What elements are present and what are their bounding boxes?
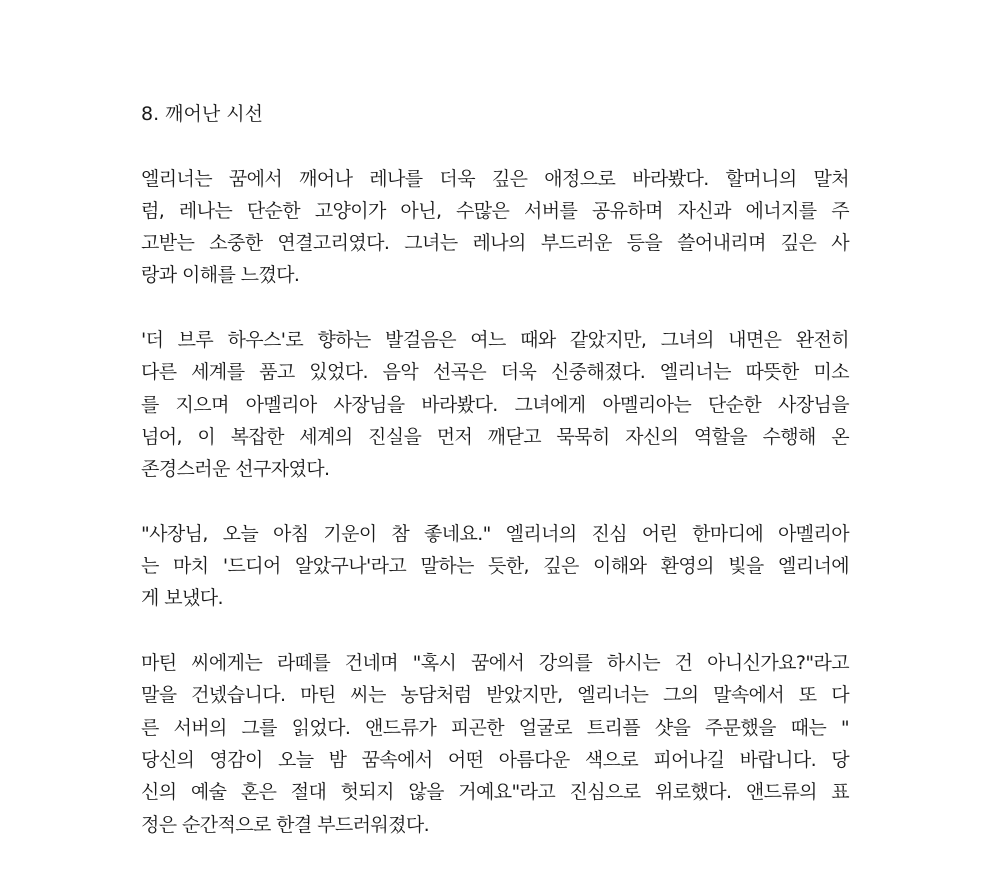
text-line: 게 보냈다.: [141, 587, 223, 610]
text-line: 정은 순간적으로 한결 부드러워졌다.: [141, 813, 430, 836]
text-line: 존경스러운 선구자였다.: [141, 458, 330, 481]
paragraph-1: [141, 163, 849, 292]
text-line: 른 서버의 그를 읽었다. 앤드류가 피곤한 얼굴로 트리플 샷을 주문했을 때는 ": [141, 716, 849, 739]
text-line: 신의 예술 혼은 절대 헛되지 않을 거예요"라고 진심으로 위로했다. 앤드류의 표: [141, 781, 849, 804]
text-line: 랑과 이해를 느꼈다.: [141, 264, 300, 287]
chapter-title: 8. 깨어난 시선: [141, 103, 263, 125]
text-line: '더 브루 하우스'로 향하는 발걸음은 여느 때와 같았지만, 그녀의 내면은 완전히: [141, 329, 849, 352]
text-line: 엘리너는 꿈에서 깨어나 레나를 더욱 깊은 애정으로 바라봤다. 할머니의 말처: [141, 167, 849, 190]
text-line: 는 마치 '드디어 알았구나'라고 말하는 듯한, 깊은 이해와 환영의 빛을 엘리너에: [141, 555, 849, 578]
text-line: 다른 세계를 품고 있었다. 음악 선곡은 더욱 신중해졌다. 엘리너는 따뜻한 미소: [141, 361, 849, 384]
paragraph-4: [141, 647, 849, 841]
text-line: "사장님, 오늘 아침 기운이 참 좋네요." 엘리너의 진심 어린 한마디에 아멜리아: [141, 522, 849, 545]
text-line: 럼, 레나는 단순한 고양이가 아닌, 수많은 서버를 공유하며 자신과 에너지를 주: [141, 199, 849, 222]
text-line: 말을 건넸습니다. 마틴 씨는 농담처럼 받았지만, 엘리너는 그의 말속에서 또 다: [141, 684, 849, 707]
text-line: 넘어, 이 복잡한 세계의 진실을 먼저 깨닫고 묵묵히 자신의 역할을 수행해 온: [141, 425, 849, 448]
text-line: 를 지으며 아멜리아 사장님을 바라봤다. 그녀에게 아멜리아는 단순한 사장님을: [141, 393, 849, 416]
text-line: 마틴 씨에게는 라떼를 건네며 "혹시 꿈에서 강의를 하시는 건 아니신가요?"라고: [141, 652, 849, 675]
text-line: 고받는 소중한 연결고리였다. 그녀는 레나의 부드러운 등을 쓸어내리며 깊은 사: [141, 232, 849, 255]
paragraph-2: [141, 324, 849, 485]
text-line: 당신의 영감이 오늘 밤 꿈속에서 어떤 아름다운 색으로 피어나길 바랍니다. 당: [141, 748, 849, 771]
document-page: [141, 98, 849, 873]
paragraph-3: [141, 518, 849, 615]
